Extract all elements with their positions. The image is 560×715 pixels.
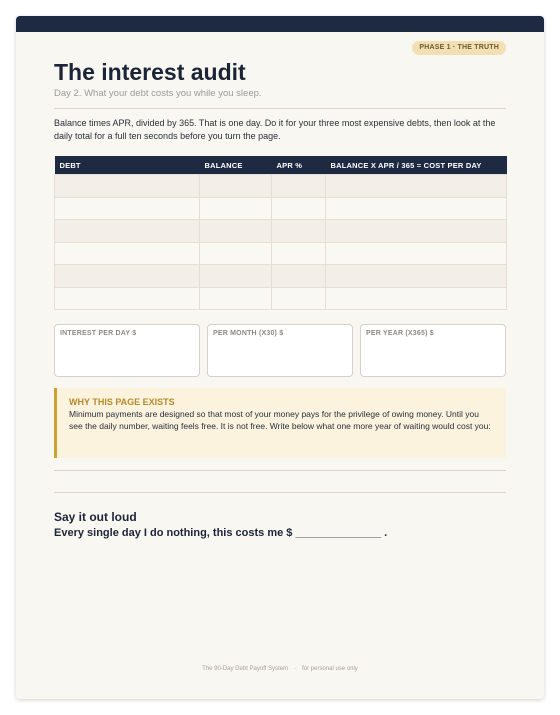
table-cell[interactable]	[326, 175, 507, 198]
top-bar	[16, 16, 544, 32]
say-it-heading: Say it out loud	[54, 510, 137, 524]
table-row	[55, 197, 507, 220]
page-subtitle: Day 2. What your debt costs you while you sleep.	[54, 88, 262, 99]
table-cell[interactable]	[55, 220, 200, 243]
table-row	[55, 265, 507, 288]
table-cell[interactable]	[55, 242, 200, 265]
table-cell[interactable]	[55, 265, 200, 288]
footer-product: The 90-Day Debt Payoff System	[202, 666, 289, 672]
phase-badge: PHASE 1 · THE TRUTH	[412, 41, 506, 55]
debt-table	[54, 156, 507, 310]
per-year-label: PER YEAR (X365) $	[366, 330, 434, 337]
worksheet-page	[16, 16, 544, 699]
table-cell[interactable]	[272, 220, 326, 243]
table-row	[55, 175, 507, 198]
footer-separator: ·	[294, 666, 297, 672]
table-cell[interactable]	[200, 175, 272, 198]
table-cell[interactable]	[200, 287, 272, 310]
table-cell[interactable]	[200, 242, 272, 265]
column-header-balance: BALANCE	[200, 156, 272, 175]
table-cell[interactable]	[326, 287, 507, 310]
table-row	[55, 242, 507, 265]
divider	[54, 108, 506, 109]
table-cell[interactable]	[326, 242, 507, 265]
table-cell[interactable]	[272, 265, 326, 288]
page-title: The interest audit	[54, 59, 246, 85]
table-cell[interactable]	[200, 197, 272, 220]
page-footer	[16, 666, 544, 672]
per-year-box[interactable]	[360, 324, 506, 377]
column-header-cost-per-day: BALANCE X APR / 365 = COST PER DAY	[326, 156, 507, 175]
instructions: Balance times APR, divided by 365. That is one day. Do it for your three most expensive debts, then look at the daily total for a full ten seconds before you turn the page.	[54, 118, 496, 141]
column-header-debt: DEBT	[55, 156, 200, 175]
column-header-apr: APR %	[272, 156, 326, 175]
writing-line[interactable]	[54, 470, 506, 471]
table-cell[interactable]	[326, 220, 507, 243]
table-cell[interactable]	[272, 197, 326, 220]
callout-body: Minimum payments are designed so that most of your money pays for the privilege of owing money. Until you see the daily number, waiting feels free. It is not free. Write below what one more year of waiting would cost you:	[69, 409, 491, 431]
table-cell[interactable]	[272, 242, 326, 265]
table-row	[55, 287, 507, 310]
table-cell[interactable]	[272, 287, 326, 310]
table-cell[interactable]	[55, 197, 200, 220]
table-cell[interactable]	[55, 175, 200, 198]
table-cell[interactable]	[326, 265, 507, 288]
callout-title: WHY THIS PAGE EXISTS	[69, 397, 175, 407]
why-callout	[54, 388, 506, 458]
interest-per-day-label: INTEREST PER DAY $	[60, 330, 137, 337]
table-cell[interactable]	[272, 175, 326, 198]
table-cell[interactable]	[200, 220, 272, 243]
debt-table-body	[55, 175, 507, 310]
commitment-statement: Every single day I do nothing, this costs me $ ______________ .	[54, 527, 388, 539]
table-cell[interactable]	[55, 287, 200, 310]
per-month-box[interactable]	[207, 324, 353, 377]
footer-note: for personal use only	[302, 666, 358, 672]
table-header-row	[55, 156, 507, 175]
interest-per-day-box[interactable]	[54, 324, 200, 377]
table-row	[55, 220, 507, 243]
divider	[54, 492, 506, 493]
per-month-label: PER MONTH (X30) $	[213, 330, 284, 337]
table-cell[interactable]	[326, 197, 507, 220]
table-cell[interactable]	[200, 265, 272, 288]
